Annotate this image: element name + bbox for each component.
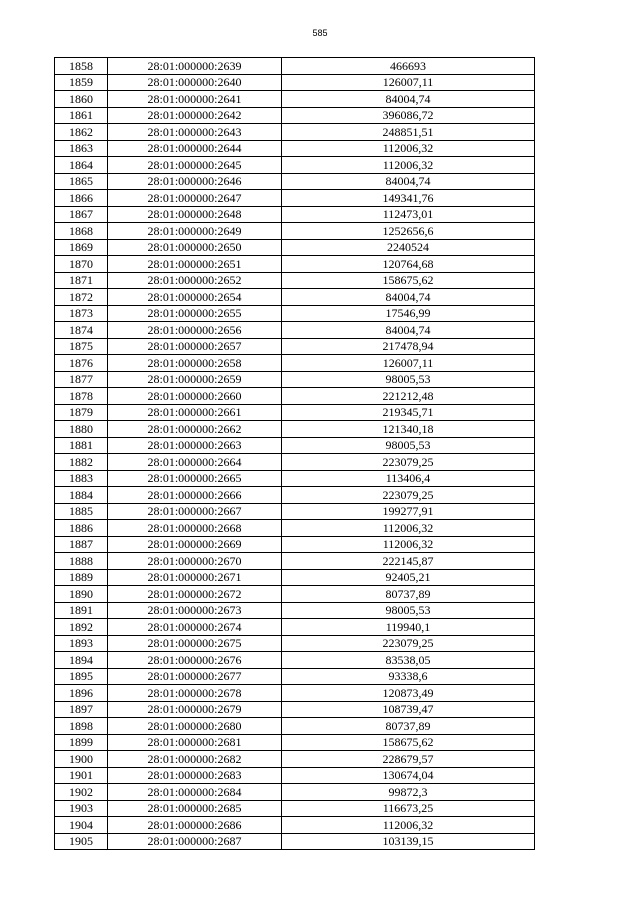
row-number-cell: 1900 [55, 751, 108, 768]
cadastral-number-cell: 28:01:000000:2680 [108, 718, 282, 735]
row-number-cell: 1867 [55, 206, 108, 223]
cadastral-number-cell: 28:01:000000:2683 [108, 767, 282, 784]
table-row [55, 190, 535, 207]
table-row [55, 602, 535, 619]
row-number-cell: 1861 [55, 107, 108, 124]
table-row [55, 701, 535, 718]
row-number-cell: 1872 [55, 289, 108, 306]
table-row [55, 421, 535, 438]
cadastral-number-cell: 28:01:000000:2655 [108, 305, 282, 322]
cadastral-number-cell: 28:01:000000:2673 [108, 602, 282, 619]
row-number-cell: 1884 [55, 487, 108, 504]
row-number-cell: 1880 [55, 421, 108, 438]
value-cell: 119940,1 [282, 619, 535, 636]
row-number-cell: 1870 [55, 256, 108, 273]
value-cell: 223079,25 [282, 487, 535, 504]
table-row [55, 652, 535, 669]
value-cell: 149341,76 [282, 190, 535, 207]
cadastral-number-cell: 28:01:000000:2651 [108, 256, 282, 273]
row-number-cell: 1905 [55, 833, 108, 850]
cadastral-number-cell: 28:01:000000:2659 [108, 371, 282, 388]
table-row [55, 751, 535, 768]
cadastral-number-cell: 28:01:000000:2650 [108, 239, 282, 256]
table-body [55, 58, 535, 850]
table-row [55, 355, 535, 372]
cadastral-number-cell: 28:01:000000:2662 [108, 421, 282, 438]
value-cell: 112006,32 [282, 157, 535, 174]
table-row [55, 767, 535, 784]
cadastral-number-cell: 28:01:000000:2684 [108, 784, 282, 801]
table-row [55, 107, 535, 124]
table-row [55, 487, 535, 504]
value-cell: 116673,25 [282, 800, 535, 817]
table-row [55, 635, 535, 652]
row-number-cell: 1886 [55, 520, 108, 537]
table-row [55, 173, 535, 190]
cadastral-number-cell: 28:01:000000:2663 [108, 437, 282, 454]
value-cell: 221212,48 [282, 388, 535, 405]
cadastral-number-cell: 28:01:000000:2656 [108, 322, 282, 339]
value-cell: 1252656,6 [282, 223, 535, 240]
table-row [55, 58, 535, 75]
table-row [55, 437, 535, 454]
cadastral-number-cell: 28:01:000000:2667 [108, 503, 282, 520]
cadastral-number-cell: 28:01:000000:2647 [108, 190, 282, 207]
row-number-cell: 1875 [55, 338, 108, 355]
table-row [55, 371, 535, 388]
value-cell: 80737,89 [282, 586, 535, 603]
cadastral-number-cell: 28:01:000000:2672 [108, 586, 282, 603]
row-number-cell: 1902 [55, 784, 108, 801]
value-cell: 228679,57 [282, 751, 535, 768]
table-row [55, 239, 535, 256]
row-number-cell: 1888 [55, 553, 108, 570]
row-number-cell: 1903 [55, 800, 108, 817]
table-row [55, 784, 535, 801]
value-cell: 121340,18 [282, 421, 535, 438]
value-cell: 126007,11 [282, 74, 535, 91]
value-cell: 108739,47 [282, 701, 535, 718]
value-cell: 112006,32 [282, 817, 535, 834]
row-number-cell: 1858 [55, 58, 108, 75]
table-row [55, 619, 535, 636]
value-cell: 92405,21 [282, 569, 535, 586]
cadastral-number-cell: 28:01:000000:2648 [108, 206, 282, 223]
row-number-cell: 1894 [55, 652, 108, 669]
cadastral-number-cell: 28:01:000000:2669 [108, 536, 282, 553]
cadastral-number-cell: 28:01:000000:2649 [108, 223, 282, 240]
row-number-cell: 1874 [55, 322, 108, 339]
value-cell: 98005,53 [282, 371, 535, 388]
table-row [55, 223, 535, 240]
value-cell: 248851,51 [282, 124, 535, 141]
value-cell: 217478,94 [282, 338, 535, 355]
value-cell: 98005,53 [282, 602, 535, 619]
value-cell: 84004,74 [282, 173, 535, 190]
row-number-cell: 1891 [55, 602, 108, 619]
value-cell: 83538,05 [282, 652, 535, 669]
table-row [55, 322, 535, 339]
row-number-cell: 1879 [55, 404, 108, 421]
table-row [55, 91, 535, 108]
row-number-cell: 1887 [55, 536, 108, 553]
table-row [55, 718, 535, 735]
cadastral-number-cell: 28:01:000000:2686 [108, 817, 282, 834]
table-row [55, 74, 535, 91]
table-row [55, 404, 535, 421]
row-number-cell: 1859 [55, 74, 108, 91]
table-row [55, 470, 535, 487]
table-row [55, 256, 535, 273]
cadastral-number-cell: 28:01:000000:2641 [108, 91, 282, 108]
value-cell: 99872,3 [282, 784, 535, 801]
value-cell: 103139,15 [282, 833, 535, 850]
value-cell: 112473,01 [282, 206, 535, 223]
table-row [55, 388, 535, 405]
table-row [55, 668, 535, 685]
value-cell: 223079,25 [282, 454, 535, 471]
table-row [55, 586, 535, 603]
row-number-cell: 1882 [55, 454, 108, 471]
row-number-cell: 1885 [55, 503, 108, 520]
value-cell: 112006,32 [282, 520, 535, 537]
table-row [55, 124, 535, 141]
value-cell: 2240524 [282, 239, 535, 256]
cadastral-number-cell: 28:01:000000:2645 [108, 157, 282, 174]
value-cell: 158675,62 [282, 734, 535, 751]
cadastral-number-cell: 28:01:000000:2675 [108, 635, 282, 652]
value-cell: 120764,68 [282, 256, 535, 273]
table-row [55, 140, 535, 157]
value-cell: 222145,87 [282, 553, 535, 570]
row-number-cell: 1883 [55, 470, 108, 487]
table-row [55, 272, 535, 289]
row-number-cell: 1868 [55, 223, 108, 240]
table-row [55, 569, 535, 586]
value-cell: 17546,99 [282, 305, 535, 322]
cadastral-number-cell: 28:01:000000:2657 [108, 338, 282, 355]
cadastral-number-cell: 28:01:000000:2677 [108, 668, 282, 685]
cadastral-number-cell: 28:01:000000:2652 [108, 272, 282, 289]
cadastral-number-cell: 28:01:000000:2681 [108, 734, 282, 751]
value-cell: 113406,4 [282, 470, 535, 487]
row-number-cell: 1893 [55, 635, 108, 652]
row-number-cell: 1901 [55, 767, 108, 784]
value-cell: 466693 [282, 58, 535, 75]
cadastral-table [54, 57, 535, 850]
row-number-cell: 1892 [55, 619, 108, 636]
row-number-cell: 1895 [55, 668, 108, 685]
value-cell: 396086,72 [282, 107, 535, 124]
cadastral-number-cell: 28:01:000000:2642 [108, 107, 282, 124]
value-cell: 112006,32 [282, 536, 535, 553]
table-row [55, 305, 535, 322]
cadastral-number-cell: 28:01:000000:2668 [108, 520, 282, 537]
row-number-cell: 1860 [55, 91, 108, 108]
value-cell: 126007,11 [282, 355, 535, 372]
value-cell: 223079,25 [282, 635, 535, 652]
row-number-cell: 1889 [55, 569, 108, 586]
row-number-cell: 1871 [55, 272, 108, 289]
row-number-cell: 1878 [55, 388, 108, 405]
row-number-cell: 1873 [55, 305, 108, 322]
cadastral-number-cell: 28:01:000000:2685 [108, 800, 282, 817]
table-row [55, 800, 535, 817]
cadastral-number-cell: 28:01:000000:2670 [108, 553, 282, 570]
value-cell: 80737,89 [282, 718, 535, 735]
row-number-cell: 1898 [55, 718, 108, 735]
row-number-cell: 1877 [55, 371, 108, 388]
value-cell: 158675,62 [282, 272, 535, 289]
cadastral-number-cell: 28:01:000000:2687 [108, 833, 282, 850]
row-number-cell: 1865 [55, 173, 108, 190]
cadastral-number-cell: 28:01:000000:2676 [108, 652, 282, 669]
cadastral-number-cell: 28:01:000000:2654 [108, 289, 282, 306]
cadastral-number-cell: 28:01:000000:2646 [108, 173, 282, 190]
page-number: 585 [312, 28, 328, 38]
table-row [55, 454, 535, 471]
cadastral-number-cell: 28:01:000000:2661 [108, 404, 282, 421]
cadastral-number-cell: 28:01:000000:2665 [108, 470, 282, 487]
row-number-cell: 1896 [55, 685, 108, 702]
cadastral-number-cell: 28:01:000000:2640 [108, 74, 282, 91]
table-row [55, 503, 535, 520]
row-number-cell: 1881 [55, 437, 108, 454]
table-row [55, 157, 535, 174]
cadastral-number-cell: 28:01:000000:2682 [108, 751, 282, 768]
cadastral-number-cell: 28:01:000000:2643 [108, 124, 282, 141]
value-cell: 112006,32 [282, 140, 535, 157]
cadastral-number-cell: 28:01:000000:2666 [108, 487, 282, 504]
table-row [55, 734, 535, 751]
value-cell: 219345,71 [282, 404, 535, 421]
value-cell: 93338,6 [282, 668, 535, 685]
table-row [55, 817, 535, 834]
table-row [55, 520, 535, 537]
cadastral-number-cell: 28:01:000000:2660 [108, 388, 282, 405]
value-cell: 98005,53 [282, 437, 535, 454]
row-number-cell: 1897 [55, 701, 108, 718]
cadastral-number-cell: 28:01:000000:2678 [108, 685, 282, 702]
cadastral-number-cell: 28:01:000000:2639 [108, 58, 282, 75]
table-row [55, 338, 535, 355]
cadastral-number-cell: 28:01:000000:2664 [108, 454, 282, 471]
value-cell: 130674,04 [282, 767, 535, 784]
cadastral-number-cell: 28:01:000000:2671 [108, 569, 282, 586]
row-number-cell: 1890 [55, 586, 108, 603]
cadastral-number-cell: 28:01:000000:2679 [108, 701, 282, 718]
row-number-cell: 1904 [55, 817, 108, 834]
row-number-cell: 1864 [55, 157, 108, 174]
value-cell: 199277,91 [282, 503, 535, 520]
table-row [55, 206, 535, 223]
table-row [55, 289, 535, 306]
row-number-cell: 1862 [55, 124, 108, 141]
value-cell: 120873,49 [282, 685, 535, 702]
row-number-cell: 1869 [55, 239, 108, 256]
row-number-cell: 1866 [55, 190, 108, 207]
value-cell: 84004,74 [282, 91, 535, 108]
row-number-cell: 1899 [55, 734, 108, 751]
table-row [55, 685, 535, 702]
cadastral-number-cell: 28:01:000000:2658 [108, 355, 282, 372]
value-cell: 84004,74 [282, 289, 535, 306]
cadastral-number-cell: 28:01:000000:2644 [108, 140, 282, 157]
table-row [55, 833, 535, 850]
row-number-cell: 1876 [55, 355, 108, 372]
table-row [55, 536, 535, 553]
value-cell: 84004,74 [282, 322, 535, 339]
table-row [55, 553, 535, 570]
cadastral-number-cell: 28:01:000000:2674 [108, 619, 282, 636]
row-number-cell: 1863 [55, 140, 108, 157]
